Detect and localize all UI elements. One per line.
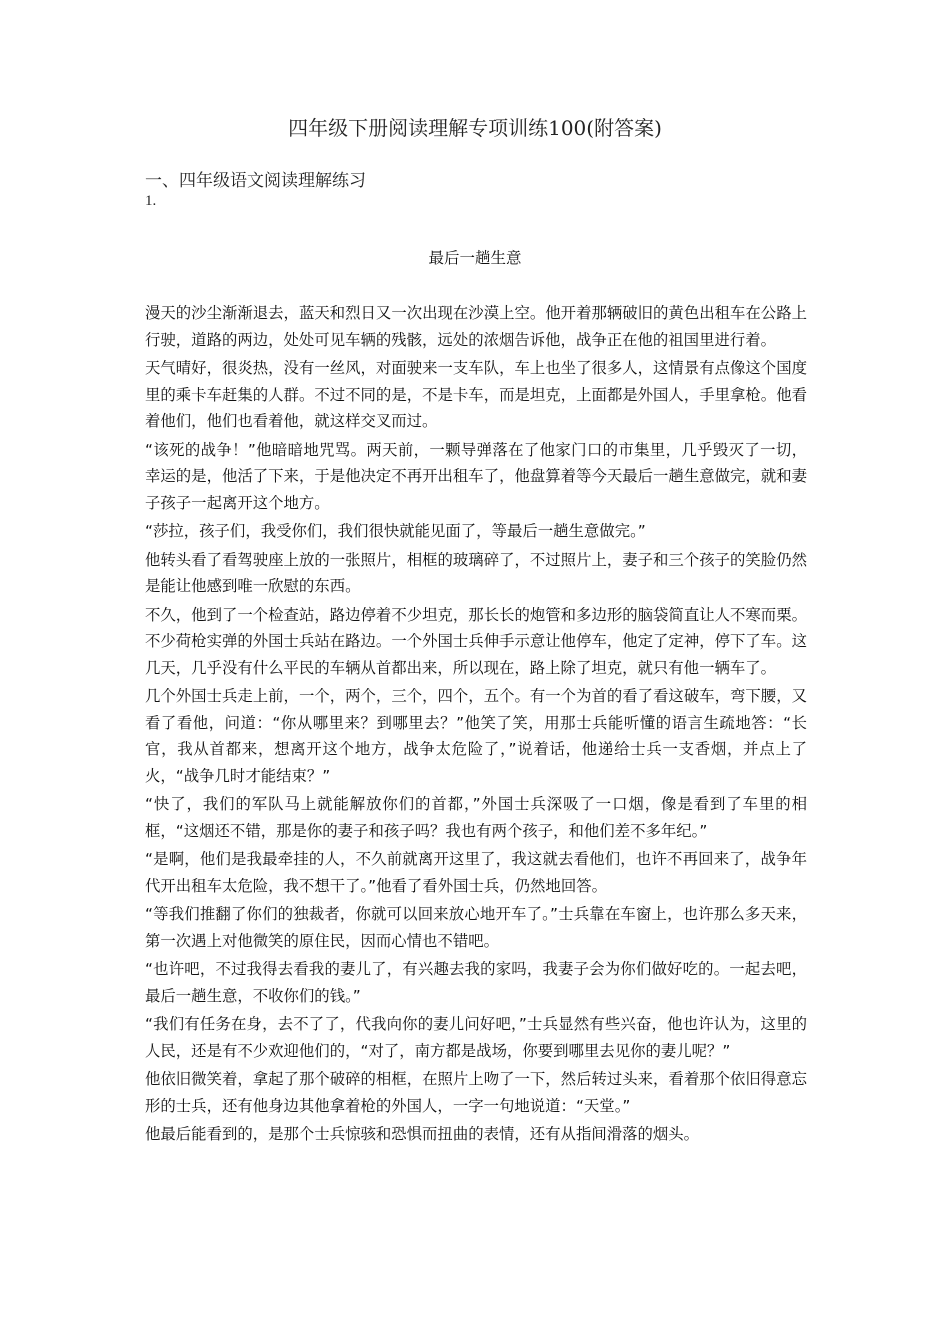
- story-paragraph: 他转头看了看驾驶座上放的一张照片，相框的玻璃碎了，不过照片上，妻子和三个孩子的笑脸仍然是能让他感到唯一欣慰的东西。: [145, 550, 807, 595]
- story-paragraph: “等我们推翻了你们的独裁者，你就可以回来放心地开车了。”士兵靠在车窗上，也许那么多天来，第一次遇上对他微笑的原住民，因而心情也不错吧。: [145, 905, 807, 950]
- story-paragraph: “快了，我们的军队马上就能解放你们的首都，”外国士兵深吸了一口烟，像是看到了车里的相框，“这烟还不错，那是你的妻子和孩子吗？我也有两个孩子，和他们差不多年纪。”: [145, 795, 807, 840]
- story-paragraph: 他最后能看到的，是那个士兵惊骇和恐惧而扭曲的表情，还有从指间滑落的烟头。: [145, 1125, 700, 1143]
- story-paragraph: “莎拉，孩子们，我受你们，我们很快就能见面了，等最后一趟生意做完。”: [145, 522, 646, 540]
- story-paragraph: 几个外国士兵走上前，一个，两个，三个，四个，五个。有一个为首的看了看这破车，弯下腰，又看了看他，问道：“你从哪里来？到哪里去？”他笑了笑，用那士兵能听懂的语言生疏地答：“长官，我从首都来，想离开这个地方，战争太危险了，”说着话，他递给士兵一支香烟，并点上了火，“战争几时才能结束？”: [145, 687, 807, 785]
- story-paragraph: 不久，他到了一个检查站，路边停着不少坦克，那长长的炮管和多边形的脑袋简直让人不寒而栗。不少荷枪实弹的外国士兵站在路边。一个外国士兵伸手示意让他停车，他定了定神，停下了车。这几天，几乎没有什么平民的车辆从首都出来，所以现在，路上除了坦克，就只有他一辆车了。: [145, 605, 807, 677]
- document-title: 四年级下册阅读理解专项训练100(附答案): [288, 116, 662, 140]
- story-paragraph: “我们有任务在身，去不了了，代我向你的妻儿问好吧，”士兵显然有些兴奋，他也许认为，这里的人民，还是有不少欢迎他们的，“对了，南方都是战场，你要到哪里去见你的妻儿呢？”: [145, 1015, 807, 1060]
- story-body: [145, 300, 807, 1150]
- story-paragraph: “也许吧，不过我得去看我的妻儿了，有兴趣去我的家吗，我妻子会为你们做好吃的。一起去吧，最后一趟生意，不收你们的钱。”: [145, 960, 807, 1005]
- story-paragraph: 漫天的沙尘渐渐退去，蓝天和烈日又一次出现在沙漠上空。他开着那辆破旧的黄色出租车在公路上行驶，道路的两边，处处可见车辆的残骸，远处的浓烟告诉他，战争正在他的祖国里进行着。: [145, 304, 807, 349]
- story-paragraph: 他依旧微笑着，拿起了那个破碎的相框，在照片上吻了一下，然后转过头来，看着那个依旧得意忘形的士兵，还有他身边其他拿着枪的外国人，一字一句地说道：“天堂。”: [145, 1070, 807, 1115]
- section-heading: 一、四年级语文阅读理解练习: [145, 171, 366, 191]
- story-title: 最后一趟生意: [428, 249, 522, 267]
- story-paragraph: “该死的战争！”他暗暗地咒骂。两天前，一颗导弹落在了他家门口的市集里，几乎毁灭了一切，幸运的是，他活了下来，于是他决定不再开出租车了，他盘算着等今天最后一趟生意做完，就和妻子孩子一起离开这个地方。: [145, 440, 807, 512]
- question-number: 1.: [145, 193, 157, 209]
- story-paragraph: “是啊，他们是我最牵挂的人，不久前就离开这里了，我这就去看他们，也许不再回来了，战争年代开出租车太危险，我不想干了。”他看了看外国士兵，仍然地回答。: [145, 850, 807, 895]
- story-paragraph: 天气晴好，很炎热，没有一丝风，对面驶来一支车队，车上也坐了很多人，这情景有点像这个国度里的乘卡车赶集的人群。不过不同的是，不是卡车，而是坦克，上面都是外国人，手里拿枪。他看着他们，他们也看着他，就这样交叉而过。: [145, 359, 807, 430]
